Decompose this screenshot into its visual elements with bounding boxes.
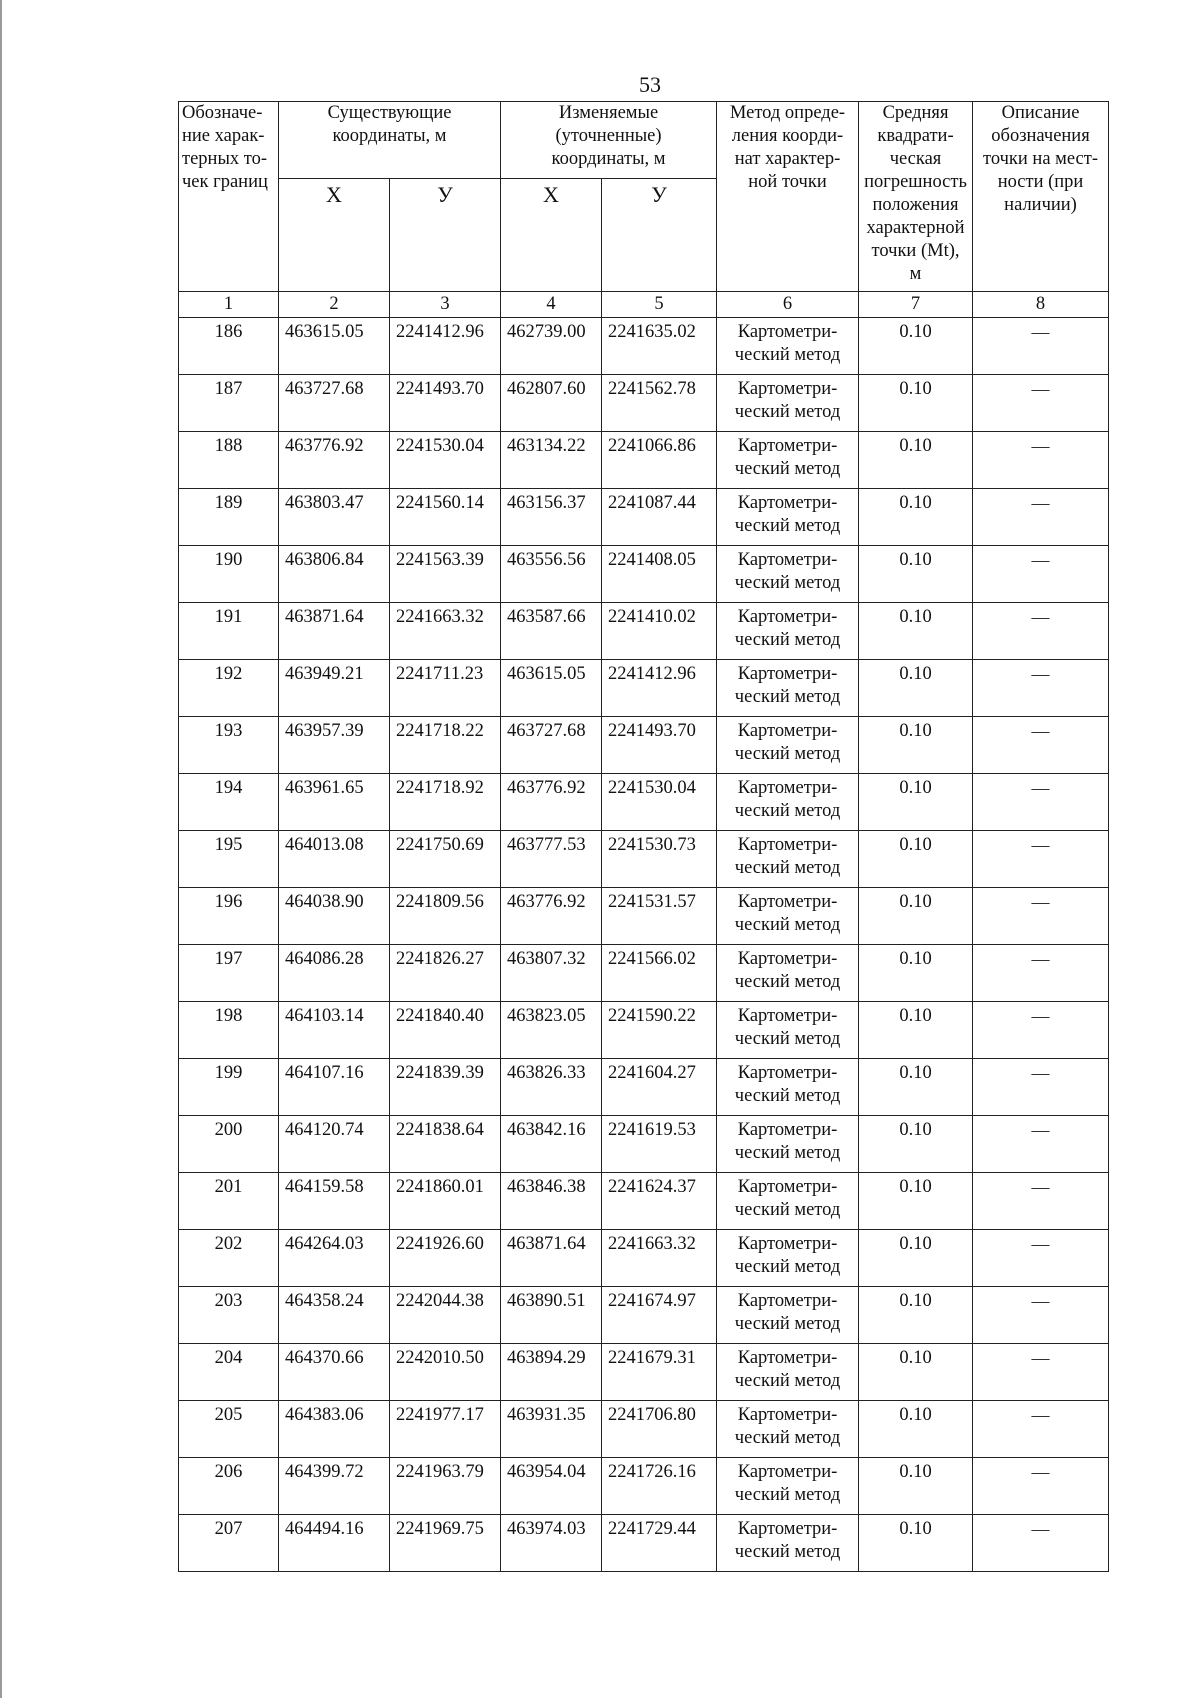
method-cell: Картометри- ческий метод [717, 1287, 859, 1344]
method-cell: Картометри- ческий метод [717, 375, 859, 432]
description-cell: — [973, 375, 1109, 432]
point-id-cell: 194 [179, 774, 279, 831]
column-number: 2 [279, 292, 390, 318]
point-id-cell: 192 [179, 660, 279, 717]
existing-x-cell: 464038.90 [279, 888, 390, 945]
header-x-changed: Х [501, 179, 602, 292]
existing-y-cell: 2241838.64 [390, 1116, 501, 1173]
changed-x-cell: 463587.66 [501, 603, 602, 660]
table-row [179, 489, 1109, 546]
point-id-cell: 196 [179, 888, 279, 945]
changed-x-cell: 463777.53 [501, 831, 602, 888]
point-id-cell: 207 [179, 1515, 279, 1572]
table-row [179, 603, 1109, 660]
table-row [179, 717, 1109, 774]
existing-y-cell: 2242044.38 [390, 1287, 501, 1344]
description-cell: — [973, 603, 1109, 660]
existing-y-cell: 2241963.79 [390, 1458, 501, 1515]
existing-y-cell: 2241840.40 [390, 1002, 501, 1059]
changed-y-cell: 2241663.32 [602, 1230, 717, 1287]
existing-x-cell: 463803.47 [279, 489, 390, 546]
column-number: 4 [501, 292, 602, 318]
point-id-cell: 197 [179, 945, 279, 1002]
existing-y-cell: 2241839.39 [390, 1059, 501, 1116]
existing-x-cell: 464159.58 [279, 1173, 390, 1230]
error-cell: 0.10 [859, 1401, 973, 1458]
method-cell: Картометри- ческий метод [717, 1116, 859, 1173]
existing-y-cell: 2241860.01 [390, 1173, 501, 1230]
method-cell: Картометри- ческий метод [717, 318, 859, 375]
changed-x-cell: 463823.05 [501, 1002, 602, 1059]
existing-x-cell: 463727.68 [279, 375, 390, 432]
existing-x-cell: 464358.24 [279, 1287, 390, 1344]
existing-x-cell: 464370.66 [279, 1344, 390, 1401]
changed-y-cell: 2241562.78 [602, 375, 717, 432]
method-cell: Картометри- ческий метод [717, 717, 859, 774]
table-row [179, 831, 1109, 888]
page-left-edge [0, 0, 2, 1698]
existing-y-cell: 2241560.14 [390, 489, 501, 546]
header-description: Описание обозначения точки на мест- ности (при наличии) [973, 102, 1109, 292]
existing-x-cell: 463949.21 [279, 660, 390, 717]
error-cell: 0.10 [859, 888, 973, 945]
error-cell: 0.10 [859, 1458, 973, 1515]
existing-x-cell: 464103.14 [279, 1002, 390, 1059]
description-cell: — [973, 1458, 1109, 1515]
header-changed-coords: Изменяемые (уточненные) координаты, м [501, 102, 717, 179]
existing-y-cell: 2241809.56 [390, 888, 501, 945]
changed-y-cell: 2241706.80 [602, 1401, 717, 1458]
changed-y-cell: 2241087.44 [602, 489, 717, 546]
table-row [179, 945, 1109, 1002]
point-id-cell: 189 [179, 489, 279, 546]
description-cell: — [973, 1116, 1109, 1173]
changed-y-cell: 2241729.44 [602, 1515, 717, 1572]
table-row [179, 1401, 1109, 1458]
existing-x-cell: 464264.03 [279, 1230, 390, 1287]
table-row [179, 1173, 1109, 1230]
existing-x-cell: 463871.64 [279, 603, 390, 660]
existing-x-cell: 463806.84 [279, 546, 390, 603]
existing-y-cell: 2241493.70 [390, 375, 501, 432]
existing-y-cell: 2241926.60 [390, 1230, 501, 1287]
header-error: Средняя квадрати- ческая погрешность положения характерной точки (Mt), м [859, 102, 973, 292]
existing-x-cell: 464494.16 [279, 1515, 390, 1572]
changed-x-cell: 462807.60 [501, 375, 602, 432]
table-row [179, 1230, 1109, 1287]
point-id-cell: 200 [179, 1116, 279, 1173]
table-row [179, 888, 1109, 945]
header-existing-coords: Существующие координаты, м [279, 102, 501, 179]
existing-x-cell: 463957.39 [279, 717, 390, 774]
page-number: 53 [639, 72, 661, 97]
error-cell: 0.10 [859, 489, 973, 546]
changed-x-cell: 463842.16 [501, 1116, 602, 1173]
column-number: 8 [973, 292, 1109, 318]
table-row [179, 1458, 1109, 1515]
table-header [179, 102, 1109, 318]
changed-x-cell: 462739.00 [501, 318, 602, 375]
changed-x-cell: 463890.51 [501, 1287, 602, 1344]
changed-y-cell: 2241674.97 [602, 1287, 717, 1344]
error-cell: 0.10 [859, 1116, 973, 1173]
method-cell: Картометри- ческий метод [717, 831, 859, 888]
changed-y-cell: 2241726.16 [602, 1458, 717, 1515]
description-cell: — [973, 660, 1109, 717]
method-cell: Картометри- ческий метод [717, 1173, 859, 1230]
changed-y-cell: 2241530.73 [602, 831, 717, 888]
header-x-existing: Х [279, 179, 390, 292]
existing-y-cell: 2241563.39 [390, 546, 501, 603]
existing-x-cell: 464399.72 [279, 1458, 390, 1515]
error-cell: 0.10 [859, 1230, 973, 1287]
changed-y-cell: 2241566.02 [602, 945, 717, 1002]
error-cell: 0.10 [859, 717, 973, 774]
description-cell: — [973, 1230, 1109, 1287]
point-id-cell: 191 [179, 603, 279, 660]
table-row [179, 432, 1109, 489]
method-cell: Картометри- ческий метод [717, 546, 859, 603]
description-cell: — [973, 1059, 1109, 1116]
header-y-existing: У [390, 179, 501, 292]
table-row [179, 1116, 1109, 1173]
column-number: 3 [390, 292, 501, 318]
error-cell: 0.10 [859, 660, 973, 717]
existing-y-cell: 2241826.27 [390, 945, 501, 1002]
changed-x-cell: 463615.05 [501, 660, 602, 717]
point-id-cell: 206 [179, 1458, 279, 1515]
method-cell: Картометри- ческий метод [717, 1344, 859, 1401]
changed-x-cell: 463974.03 [501, 1515, 602, 1572]
error-cell: 0.10 [859, 603, 973, 660]
changed-y-cell: 2241604.27 [602, 1059, 717, 1116]
description-cell: — [973, 318, 1109, 375]
method-cell: Картометри- ческий метод [717, 489, 859, 546]
point-id-cell: 195 [179, 831, 279, 888]
table-row [179, 660, 1109, 717]
header-y-changed: У [602, 179, 717, 292]
description-cell: — [973, 1515, 1109, 1572]
method-cell: Картометри- ческий метод [717, 1059, 859, 1116]
changed-x-cell: 463846.38 [501, 1173, 602, 1230]
method-cell: Картометри- ческий метод [717, 945, 859, 1002]
existing-y-cell: 2241977.17 [390, 1401, 501, 1458]
existing-y-cell: 2242010.50 [390, 1344, 501, 1401]
table-row [179, 774, 1109, 831]
existing-x-cell: 464013.08 [279, 831, 390, 888]
existing-x-cell: 463961.65 [279, 774, 390, 831]
description-cell: — [973, 1173, 1109, 1230]
point-id-cell: 204 [179, 1344, 279, 1401]
error-cell: 0.10 [859, 1002, 973, 1059]
method-cell: Картометри- ческий метод [717, 432, 859, 489]
table-row [179, 546, 1109, 603]
error-cell: 0.10 [859, 318, 973, 375]
method-cell: Картометри- ческий метод [717, 774, 859, 831]
changed-y-cell: 2241493.70 [602, 717, 717, 774]
existing-y-cell: 2241711.23 [390, 660, 501, 717]
error-cell: 0.10 [859, 774, 973, 831]
table-row [179, 1287, 1109, 1344]
description-cell: — [973, 717, 1109, 774]
point-id-cell: 198 [179, 1002, 279, 1059]
point-id-cell: 193 [179, 717, 279, 774]
existing-y-cell: 2241969.75 [390, 1515, 501, 1572]
point-id-cell: 203 [179, 1287, 279, 1344]
column-number: 5 [602, 292, 717, 318]
table-row [179, 1059, 1109, 1116]
error-cell: 0.10 [859, 1059, 973, 1116]
error-cell: 0.10 [859, 1287, 973, 1344]
changed-x-cell: 463776.92 [501, 888, 602, 945]
method-cell: Картометри- ческий метод [717, 888, 859, 945]
method-cell: Картометри- ческий метод [717, 1002, 859, 1059]
existing-y-cell: 2241718.22 [390, 717, 501, 774]
description-cell: — [973, 831, 1109, 888]
changed-y-cell: 2241679.31 [602, 1344, 717, 1401]
existing-x-cell: 463615.05 [279, 318, 390, 375]
point-id-cell: 199 [179, 1059, 279, 1116]
method-cell: Картометри- ческий метод [717, 1515, 859, 1572]
table-row [179, 1002, 1109, 1059]
changed-x-cell: 463556.56 [501, 546, 602, 603]
changed-y-cell: 2241531.57 [602, 888, 717, 945]
table-row [179, 375, 1109, 432]
point-id-cell: 202 [179, 1230, 279, 1287]
description-cell: — [973, 1401, 1109, 1458]
point-id-cell: 205 [179, 1401, 279, 1458]
description-cell: — [973, 774, 1109, 831]
error-cell: 0.10 [859, 831, 973, 888]
changed-y-cell: 2241412.96 [602, 660, 717, 717]
changed-y-cell: 2241590.22 [602, 1002, 717, 1059]
header-point-id: Обозначе- ние харак- терных то- чек границ [179, 102, 279, 292]
error-cell: 0.10 [859, 1173, 973, 1230]
changed-y-cell: 2241530.04 [602, 774, 717, 831]
existing-y-cell: 2241718.92 [390, 774, 501, 831]
existing-x-cell: 464120.74 [279, 1116, 390, 1173]
description-cell: — [973, 1344, 1109, 1401]
changed-x-cell: 463931.35 [501, 1401, 602, 1458]
changed-x-cell: 463776.92 [501, 774, 602, 831]
existing-y-cell: 2241530.04 [390, 432, 501, 489]
column-number: 7 [859, 292, 973, 318]
changed-y-cell: 2241408.05 [602, 546, 717, 603]
changed-y-cell: 2241410.02 [602, 603, 717, 660]
error-cell: 0.10 [859, 375, 973, 432]
changed-x-cell: 463894.29 [501, 1344, 602, 1401]
point-id-cell: 188 [179, 432, 279, 489]
existing-x-cell: 464383.06 [279, 1401, 390, 1458]
changed-x-cell: 463727.68 [501, 717, 602, 774]
column-number: 6 [717, 292, 859, 318]
table-row [179, 318, 1109, 375]
existing-x-cell: 464086.28 [279, 945, 390, 1002]
column-number: 1 [179, 292, 279, 318]
error-cell: 0.10 [859, 546, 973, 603]
error-cell: 0.10 [859, 1515, 973, 1572]
method-cell: Картометри- ческий метод [717, 660, 859, 717]
error-cell: 0.10 [859, 432, 973, 489]
changed-x-cell: 463156.37 [501, 489, 602, 546]
existing-y-cell: 2241750.69 [390, 831, 501, 888]
changed-x-cell: 463807.32 [501, 945, 602, 1002]
changed-x-cell: 463134.22 [501, 432, 602, 489]
existing-y-cell: 2241412.96 [390, 318, 501, 375]
method-cell: Картометри- ческий метод [717, 1230, 859, 1287]
error-cell: 0.10 [859, 1344, 973, 1401]
description-cell: — [973, 1002, 1109, 1059]
description-cell: — [973, 432, 1109, 489]
method-cell: Картометри- ческий метод [717, 1401, 859, 1458]
error-cell: 0.10 [859, 945, 973, 1002]
description-cell: — [973, 888, 1109, 945]
changed-y-cell: 2241066.86 [602, 432, 717, 489]
changed-y-cell: 2241635.02 [602, 318, 717, 375]
point-id-cell: 187 [179, 375, 279, 432]
column-number-row [179, 292, 1109, 318]
description-cell: — [973, 1287, 1109, 1344]
table-row [179, 1515, 1109, 1572]
existing-x-cell: 464107.16 [279, 1059, 390, 1116]
description-cell: — [973, 489, 1109, 546]
changed-x-cell: 463826.33 [501, 1059, 602, 1116]
table-row [179, 1344, 1109, 1401]
changed-y-cell: 2241619.53 [602, 1116, 717, 1173]
point-id-cell: 186 [179, 318, 279, 375]
coordinates-table [178, 101, 1109, 1572]
point-id-cell: 190 [179, 546, 279, 603]
changed-y-cell: 2241624.37 [602, 1173, 717, 1230]
point-id-cell: 201 [179, 1173, 279, 1230]
existing-x-cell: 463776.92 [279, 432, 390, 489]
existing-y-cell: 2241663.32 [390, 603, 501, 660]
changed-x-cell: 463871.64 [501, 1230, 602, 1287]
description-cell: — [973, 546, 1109, 603]
method-cell: Картометри- ческий метод [717, 1458, 859, 1515]
table-body [179, 318, 1109, 1572]
description-cell: — [973, 945, 1109, 1002]
method-cell: Картометри- ческий метод [717, 603, 859, 660]
changed-x-cell: 463954.04 [501, 1458, 602, 1515]
header-method: Метод опреде- ления коорди- нат характер- ной точки [717, 102, 859, 292]
